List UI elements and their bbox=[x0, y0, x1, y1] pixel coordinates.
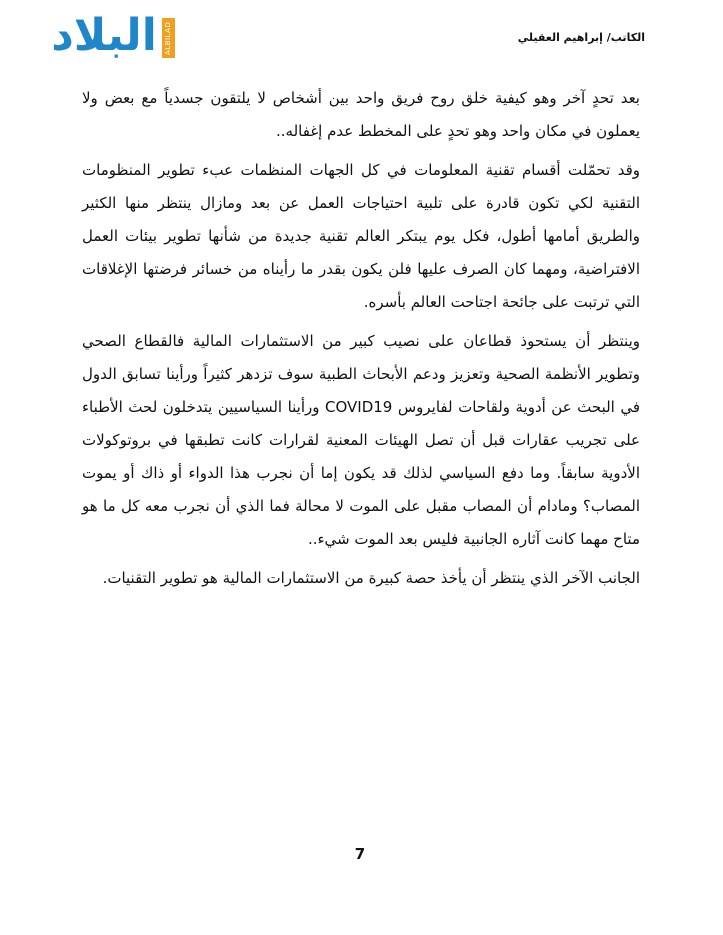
logo-tv-text: ALBILAD TV bbox=[164, 21, 185, 55]
author-line: الكاتب/ إبراهيم العقيلي bbox=[517, 31, 645, 44]
paragraph-2: وقد تحمّلت أقسام تقنية المعلومات في كل الجهات المنظمات عبء تطوير المنظومات التقنية لكي تكون قادرة على تلبية احتياجات العمل عن بعد ومازال ينتظر منها الكثير والطريق أمامها أطول، فكل يوم يبتكر العالم تقنية جديدة من شأنها تطوير بيئات العمل الافتراضية، ومهما كان الصرف عليها فلن يكون بقدر ما رأيناه من خسائر فرضتها الإغلاقات التي ترتبت على جائحة اجتاحت العالم بأسره. bbox=[82, 161, 640, 311]
page-number: 7 bbox=[354, 845, 366, 863]
logo-wordmark: البلاد bbox=[51, 10, 157, 61]
article-body bbox=[82, 82, 640, 601]
paragraph-4: الجانب الآخر الذي ينتظر أن يأخذ حصة كبيرة من الاستثمارات المالية هو تطوير التقنيات. bbox=[102, 569, 640, 587]
albilad-logo bbox=[48, 10, 185, 66]
paragraph-3: وينتظر أن يستحوذ قطاعان على نصيب كبير من الاستثمارات المالية فالقطاع الصحي وتطوير الأنظمة الصحية وتعزيز ودعم الأبحاث الطبية سوف تزدهر كثيراً ورأينا تسابق الدول في البحث عن أدوية ولقاحات لفايروس COVID19 ورأينا السياسيين يتدخلون لحث الأطباء على تجريب عقارات قبل أن تصل الهيئات المعنية لقرارات كانت تطبقها في بروتوكولات الأدوية سابقاً. وما دفع السياسي لذلك قد يكون إما أن نجرب هذا الدواء أو ذاك أو يموت المصاب؟ ومادام أن المصاب مقبل على الموت لا محالة فما الذي أن نجرب معه كل ما هو متاح مهما كانت آثاره الجانبية فليس بعد الموت شيء.. bbox=[82, 332, 640, 548]
paragraph-1: بعد تحدٍ آخر وهو كيفية خلق روح فريق واحد بين أشخاص لا يلتقون جسدياً مع بعض ولا يعملون في مكان واحد وهو تحدٍ على المخطط عدم إغفاله.. bbox=[82, 89, 640, 140]
